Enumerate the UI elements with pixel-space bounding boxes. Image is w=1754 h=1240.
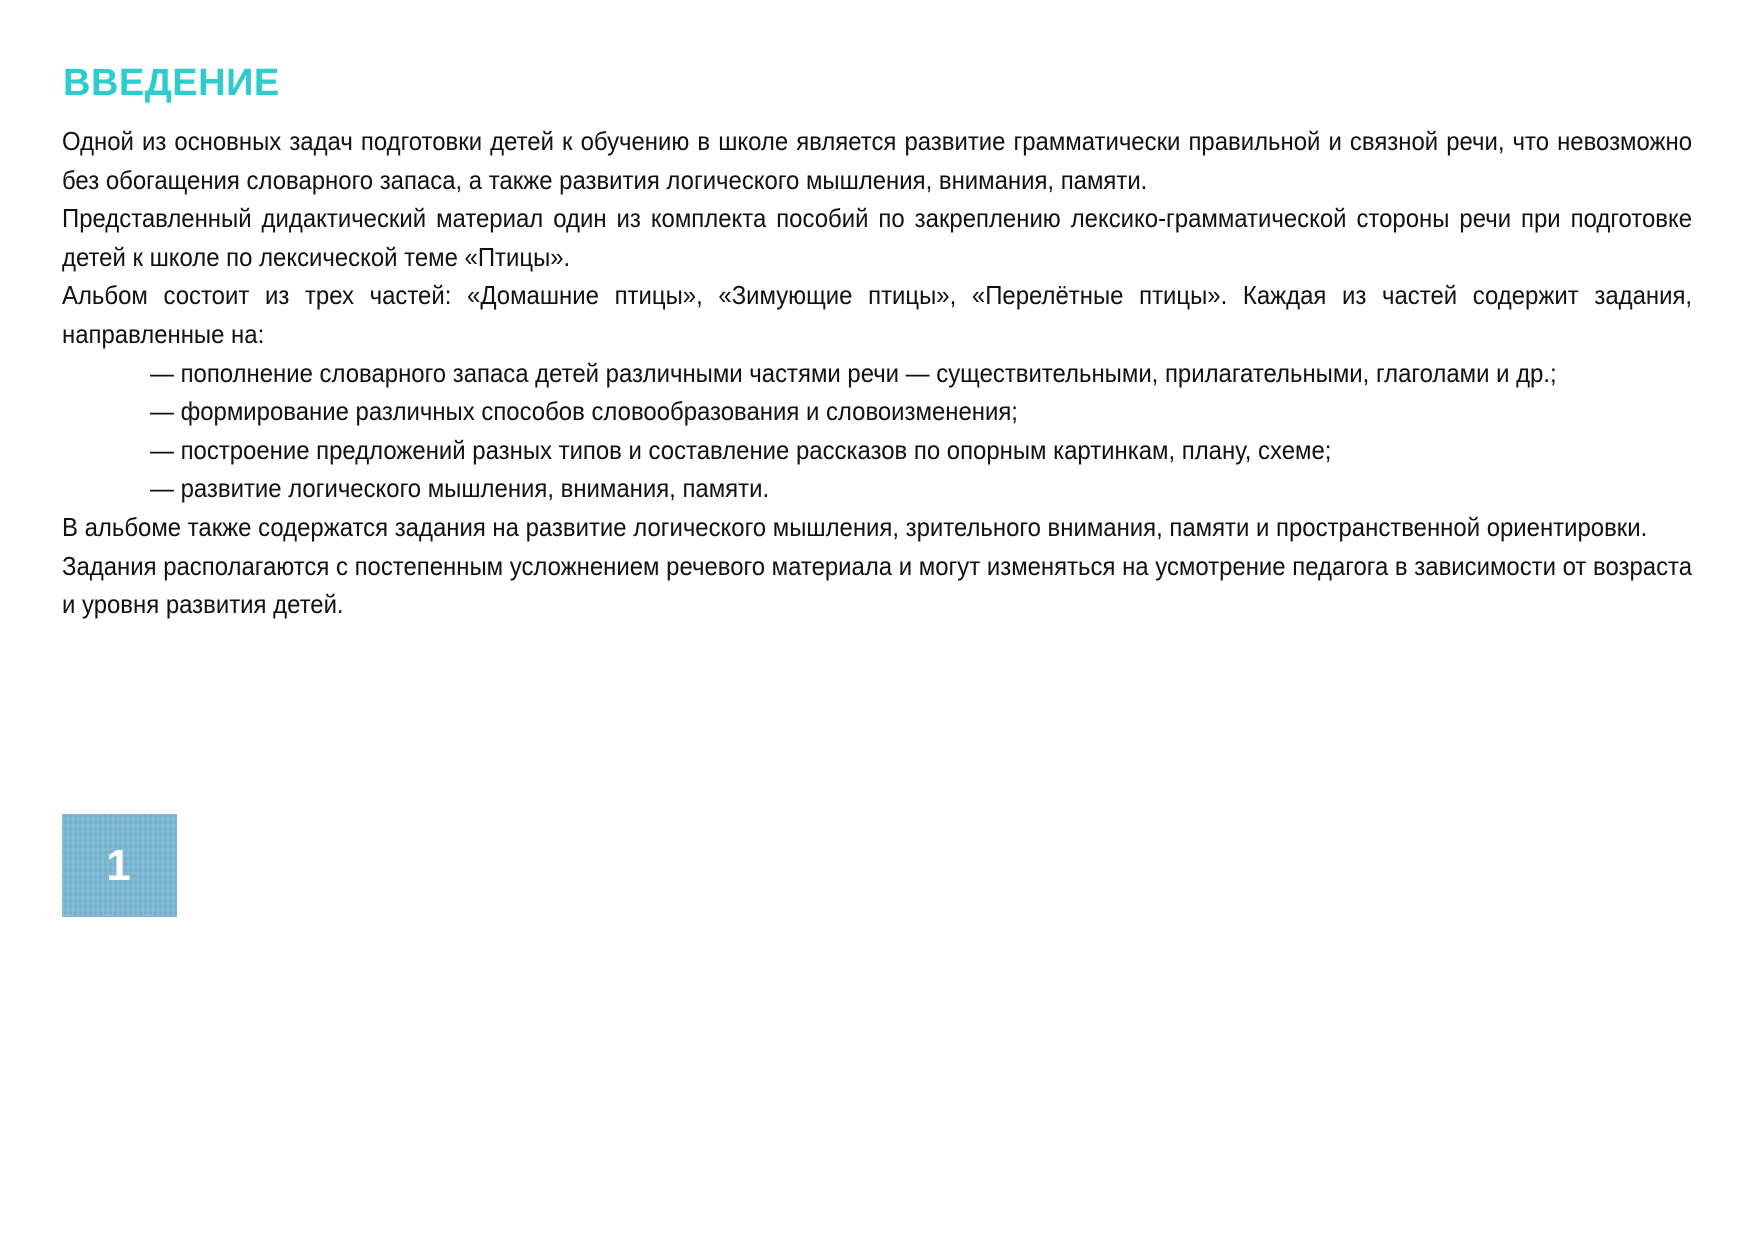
list-item: — формирование различных способов словообразования и словоизменения; bbox=[150, 396, 1018, 427]
paragraph-material: Представленный дидактический материал один из комплекта пособий по закреплению лексико-грамматической стороны речи при подготовке детей к школе по лексической теме «Птицы». bbox=[62, 203, 1693, 272]
page-number: 1 bbox=[106, 840, 131, 890]
task-list bbox=[62, 354, 1692, 508]
page-number-badge bbox=[62, 814, 177, 917]
document-body bbox=[62, 122, 1692, 624]
paragraph-intro: Одной из основных задач подготовки детей к обучению в школе является развитие грамматически правильной и связной речи, что невозможно без обогащения словарного запаса, а также развития логического мышления, внимания, памяти. bbox=[62, 126, 1693, 195]
list-item: — построение предложений разных типов и составление рассказов по опорным картинкам, плану, схеме; bbox=[150, 434, 1332, 465]
page-title: ВВЕДЕНИЕ bbox=[63, 62, 280, 104]
paragraph-progression: Задания располагаются с постепенным усложнением речевого материала и могут изменяться на усмотрение педагога в зависимости от возраста и уровня развития детей. bbox=[62, 550, 1693, 620]
list-item: — развитие логического мышления, внимания, памяти. bbox=[150, 473, 770, 504]
paragraph-album-structure: Альбом состоит из трех частей: «Домашние птицы», «Зимующие птицы», «Перелётные птицы». Каждая из частей содержит задания, направленные на: bbox=[62, 280, 1693, 349]
paragraph-additional-tasks: В альбоме также содержатся задания на развитие логического мышления, зрительного внимания, памяти и пространственной ориентировки. bbox=[62, 511, 1648, 542]
list-item: — пополнение словарного запаса детей различными частями речи — существительными, прилагательными, глаголами и др.; bbox=[150, 357, 1557, 388]
